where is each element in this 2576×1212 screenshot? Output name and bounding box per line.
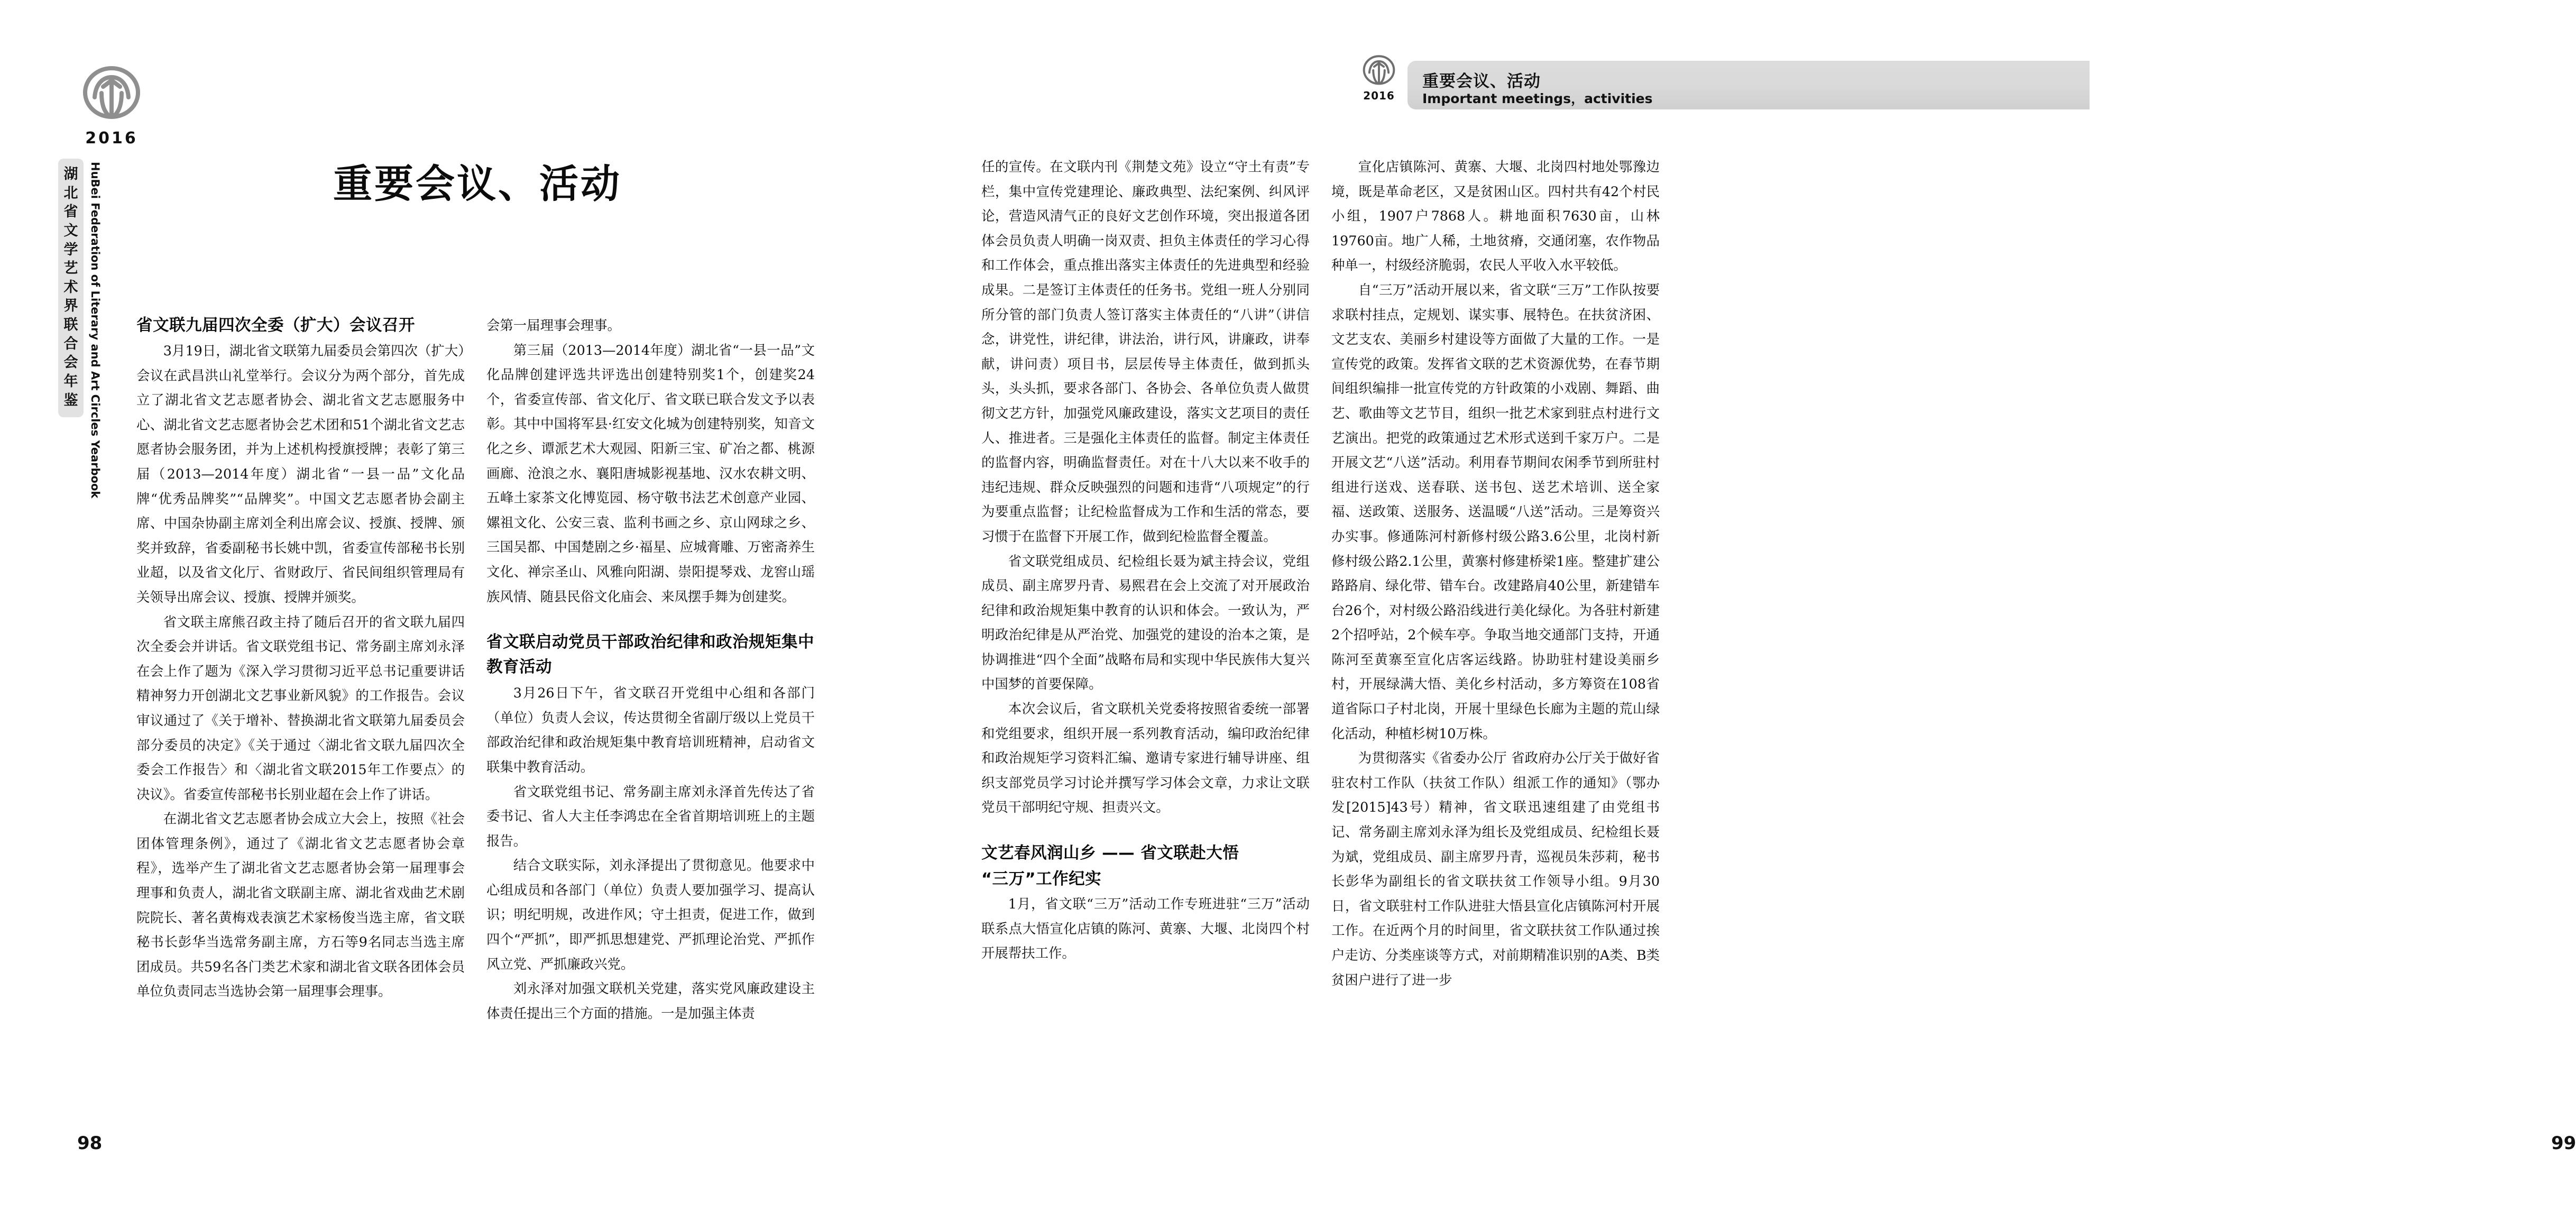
paragraph: 在湖北省文艺志愿者协会成立大会上，按照《社会团体管理条例》，通过了《湖北省文艺志愿者协会章程》，选举产生了湖北省文艺志愿者协会第一届理事会理事和负责人，湖北省文联副主席、湖北省戏曲艺术剧院院长、著名黄梅戏表演艺术家杨俊当选主席，省文联秘书长彭华当选常务副主席，方石等9名同志当选主席团成员。共59名各门类艺术家和湖北省文联各团体会员单位负责同志当选协会第一届理事会理事。 (136, 811, 465, 999)
paragraph: 1月，省文联“三万”活动工作专班进驻“三万”活动联系点大悟宣化店镇的陈河、黄寨、大堰、北岗四个村开展帮扶工作。 (981, 896, 1310, 961)
running-header-logo (1360, 53, 1398, 102)
paragraph: 结合文联实际，刘永泽提出了贯彻意见。他要求中心组成员和各部门（单位）负责人要加强学习、提高认识；明纪明规，改进作风；守土担责，促进工作，做到四个“严抓”，即严抓思想建党、严抓理论治党、严抓作风立党、严抓廉政兴党。 (486, 857, 815, 972)
article-heading-1: 省文联九届四次全委（扩大）会议召开 (136, 316, 415, 335)
page-number-right: 99 (2551, 1133, 2576, 1154)
running-header-year: 2016 (1363, 89, 1395, 102)
paragraph: 自“三万”活动开展以来，省文联“三万”工作队按要求联村挂点，定规划、谋实事、展特色。在扶贫济困、文艺支农、美丽乡村建设等方面做了大量的工作。一是宣传党的政策。发挥省文联的艺术资源优势，在春节期间组织编排一批宣传党的方针政策的小戏剧、舞蹈、曲艺、歌曲等文艺节目，组织一批艺术家到驻点村进行文艺演出。把党的政策通过艺术形式送到千家万户。二是开展文艺“八送”活动。利用春节期间农闲季节到所驻村组进行送戏、送春联、送书包、送艺术培训、送全家福、送政策、送服务、送温暖“八送”活动。三是筹资兴办实事。修通陈河村新修村级公路3.6公里，北岗村新修村级公路2.1公里，黄寨村修建桥梁1座。整建扩建公路路肩、绿化带、错车台。改建路肩40公里，新建错车台26个，对村级公路沿线进行美化绿化。为各驻村新建2个招呼站，2个候车亭。争取当地交通部门支持，开通陈河至黄寨至宣化店客运线路。协助驻村建设美丽乡村，开展绿满大悟、美化乡村活动，多方筹资在108省道省际口子村北岗，开展十里绿色长廊为主题的荒山绿化活动，种植杉树10万株。 (1331, 281, 1660, 741)
paragraph: 本次会议后，省文联机关党委将按照省委统一部署和党组要求，组织开展一系列教育活动，编印政治纪律和政治规矩学习资料汇编、邀请专家进行辅导讲座、组织支部党员学习讨论并撰写学习体会文章，力求让文联党员干部明纪守规、担责兴文。 (981, 701, 1310, 815)
article-heading-3-line2: “三万”工作纪实 (981, 870, 1102, 889)
federation-logo-icon (1361, 53, 1397, 89)
paragraph: 3月19日，湖北省文联第九届委员会第四次（扩大）会议在武昌洪山礼堂举行。会议分为两个部分，首先成立了湖北省文艺志愿者协会、湖北省文艺志愿服务中心、湖北省文艺志愿者协会艺术团和51个湖北省文艺志愿者协会服务团，并为上述机构授旗授牌；表彰了第三届（2013—2014年度）湖北省“一县一品”文化品牌“优秀品牌奖”“品牌奖”。中国文艺志愿者协会副主席、中国杂协副主席刘全利出席会议、授旗、授牌、颁奖并致辞，省委副秘书长姚中凯，省委宣传部秘书长别业超，以及省文化厅、省财政厅、省民间组织管理局有关领导出席会议、授旗、授牌并颁奖。 (136, 343, 465, 605)
paragraph: 省文联党组成员、纪检组长聂为斌主持会议，党组成员、副主席罗丹青、易熙君在会上交流了对开展政治纪律和政治规矩集中教育的认识和体会。一致认为，严明政治纪律是从严治党、加强党的建设的治本之策，是协调推进“四个全面”战略布局和实现中华民族伟大复兴中国梦的首要保障。 (981, 553, 1310, 692)
running-header-title-en: Important meetings，activities (1422, 91, 1653, 106)
paragraph: 省文联主席熊召政主持了随后召开的省文联九届四次全委会并讲话。省文联党组书记、常务副主席刘永泽在会上作了题为《深入学习贯彻习近平总书记重要讲话精神努力开创湖北文艺事业新风貌》的工作报告。会议审议通过了《关于增补、替换湖北省文联第九届委员会部分委员的决定》《关于通过〈湖北省文联九届四次全委会工作报告〉和〈湖北省文联2015年工作要点〉的决议》。省委宣传部秘书长别业超在会上作了讲话。 (136, 613, 465, 802)
paragraph: 刘永泽对加强文联机关党建，落实党风廉政建设主体责任提出三个方面的措施。一是加强主体责 (486, 980, 815, 1021)
spine-label (58, 159, 102, 498)
masthead (51, 62, 172, 148)
text-column-1 (136, 313, 465, 1149)
article-heading-3-line1: 文艺春风润山乡 —— 省文联赴大悟 (981, 844, 1239, 863)
running-header-title-cn: 重要会议、活动 (1422, 72, 1541, 91)
running-header-band (1407, 61, 2090, 109)
text-column-2 (486, 313, 815, 1149)
article-heading-2: 省文联启动党员干部政治纪律和政治规矩集中教育活动 (486, 633, 814, 677)
page-number-left: 98 (77, 1133, 103, 1154)
paragraph-continuation: 会第一届理事会理事。 (486, 317, 621, 333)
spine-label-en: HuBei Federation of Literary and Art Circles Yearbook (89, 162, 102, 499)
paragraph: 宣化店镇陈河、黄寨、大堰、北岗四村地处鄂豫边境，既是革命老区，又是贫困山区。四村共有42个村民小组，1907户7868人。耕地面积7630亩，山林19760亩。地广人稀，土地贫瘠，交通闭塞，农作物品种单一，村级经济脆弱，农民人平收入水平较低。 (1331, 159, 1660, 273)
text-column-3 (981, 154, 1310, 1149)
page-title: 重要会议、活动 (333, 161, 622, 207)
paragraph-continuation: 任的宣传。在文联内刊《荆楚文苑》设立“守土有责”专栏，集中宣传党建理论、廉政典型、法纪案例、纠风评论，营造风清气正的良好文艺创作环境，突出报道各团体会员负责人明确一岗双责、担负主体责任的学习心得和工作体会，重点推出落实主体责任的先进典型和经验成果。二是签订主体责任的任务书。党组一班人分别同所分管的部门负责人签订落实主体责任的“八讲”（讲信念，讲党性，讲纪律，讲法治，讲行风，讲廉政，讲奉献，讲问责）项目书，层层传导主体责任，做到抓头头，头头抓，要求各部门、各协会、各单位负责人做贯彻文艺方针，加强党风廉政建设，落实文艺项目的责任人、推进者。三是强化主体责任的监督。制定主体责任的监督内容，明确监督责任。对在十八大以来不收手的违纪违规、群众反映强烈的问题和违背“八项规定”的行为要重点监督；让纪检监督成为工作和生活的常态，要习惯于在监督下开展工作，做到纪检监督全覆盖。 (981, 159, 1310, 544)
left-page (0, 0, 887, 1212)
running-header (1354, 52, 1724, 111)
federation-logo-icon (80, 62, 143, 126)
spine-label-cn: 湖 北 省 文 学 艺 术 界 联 合 会 年 鉴 (58, 159, 84, 417)
text-column-4 (1331, 154, 1660, 1149)
paragraph: 第三届（2013—2014年度）湖北省“一县一品”文化品牌创建评选共评选出创建特别奖1个，创建奖24个，省委宣传部、省文化厅、省文联已联合发文予以表彰。其中中国将军县·红安文化城为创建特别奖，知音文化之乡、谭派艺术大观园、阳新三宝、矿冶之都、桃源画廊、沧浪之水、襄阳唐城影视基地、汉水农耕文明、五峰土家茶文化博览园、杨守敬书法艺术创意产业园、嫘祖文化、公安三袁、监利书画之乡、京山网球之乡、三国吴都、中国楚剧之乡·福星、应城膏雕、万密斋养生文化、禅宗圣山、风雅向阳湖、崇阳提琴戏、龙窖山瑶族风情、随县民俗文化庙会、来凤摆手舞为创建奖。 (486, 342, 815, 604)
paragraph: 省文联党组书记、常务副主席刘永泽首先传达了省委书记、省人大主任李鸿忠在全省首期培训班上的主题报告。 (486, 783, 815, 849)
paragraph: 3月26日下午，省文联召开党组中心组和各部门（单位）负责人会议，传达贯彻全省副厅级以上党员干部政治纪律和政治规矩集中教育培训班精神，启动省文联集中教育活动。 (486, 685, 815, 775)
paragraph: 为贯彻落实《省委办公厅 省政府办公厅关于做好省驻农村工作队（扶贫工作队）组派工作的通知》（鄂办发[2015]43号）精神，省文联迅速组建了由党组书记、常务副主席刘永泽为组长及党组成员、纪检组长聂为斌，党组成员、副主席罗丹青，巡视员朱莎莉，秘书长彭华为副组长的省文联扶贫工作领导小组。9月30日，省文联驻村工作队进驻大悟县宣化店镇陈河村开展工作。在近两个月的时间里，省文联扶贫工作队通过挨户走访、分类座谈等方式，对前期精准识别的A类、B类贫困户进行了进一步 (1331, 750, 1660, 988)
logo-year: 2016 (85, 129, 138, 148)
